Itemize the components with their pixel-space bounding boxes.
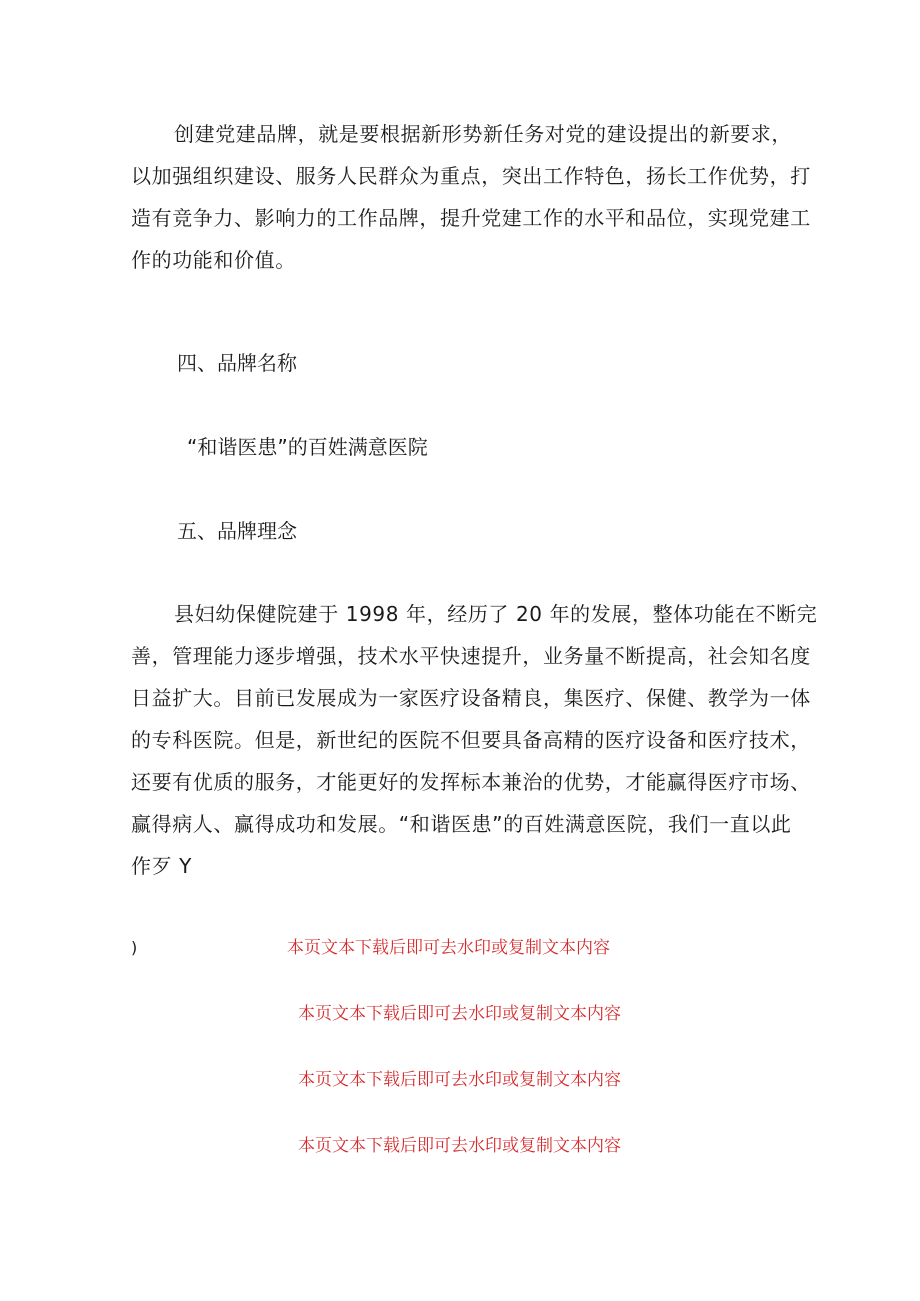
paragraph-line: 作的功能和价值。 bbox=[131, 248, 296, 272]
paragraph-line: 县妇幼保健院建于 1998 年，经历了 20 年的发展，整体功能在不断完 bbox=[174, 602, 818, 626]
watermark-notice: 本页文本下载后即可去水印或复制文本内容 bbox=[298, 1070, 621, 1090]
paragraph-line: 以加强组织建设、服务人民群众为重点，突出工作特色，扬长工作优势，打 bbox=[131, 164, 811, 188]
section-heading-brand-name: 四、品牌名称 bbox=[177, 351, 297, 375]
paragraph-brand-creation bbox=[131, 113, 811, 281]
section-heading-brand-concept: 五、品牌理念 bbox=[177, 519, 297, 543]
watermark-notice: 本页文本下载后即可去水印或复制文本内容 bbox=[298, 1136, 621, 1156]
watermark-notice: 本页文本下载后即可去水印或复制文本内容 bbox=[298, 1004, 621, 1024]
paragraph-brand-concept bbox=[131, 593, 818, 887]
paragraph-line: 善，管理能力逐步增强，技术水平快速提升，业务量不断提高，社会知名度 bbox=[131, 644, 811, 668]
stray-mark: ) bbox=[131, 938, 138, 957]
watermark-notice: 本页文本下载后即可去水印或复制文本内容 bbox=[287, 938, 610, 958]
paragraph-line: 的专科医院。但是，新世纪的医院不但要具备高精的医疗设备和医疗技术， bbox=[131, 728, 811, 752]
brand-name-text: “和谐医患”的百姓满意医院 bbox=[187, 435, 428, 459]
paragraph-line: 赢得病人、赢得成功和发展。“和谐医患”的百姓满意医院，我们一直以此 bbox=[131, 812, 792, 836]
paragraph-line: 日益扩大。目前已发展成为一家医疗设备精良，集医疗、保健、教学为一体 bbox=[131, 686, 811, 710]
paragraph-line: 作歹 Y bbox=[131, 854, 192, 878]
paragraph-line: 还要有优质的服务，才能更好的发挥标本兼治的优势，才能赢得医疗市场、 bbox=[131, 770, 811, 794]
paragraph-line: 创建党建品牌，就是要根据新形势新任务对党的建设提出的新要求， bbox=[174, 122, 792, 146]
paragraph-line: 造有竞争力、影响力的工作品牌，提升党建工作的水平和品位，实现党建工 bbox=[131, 206, 811, 230]
